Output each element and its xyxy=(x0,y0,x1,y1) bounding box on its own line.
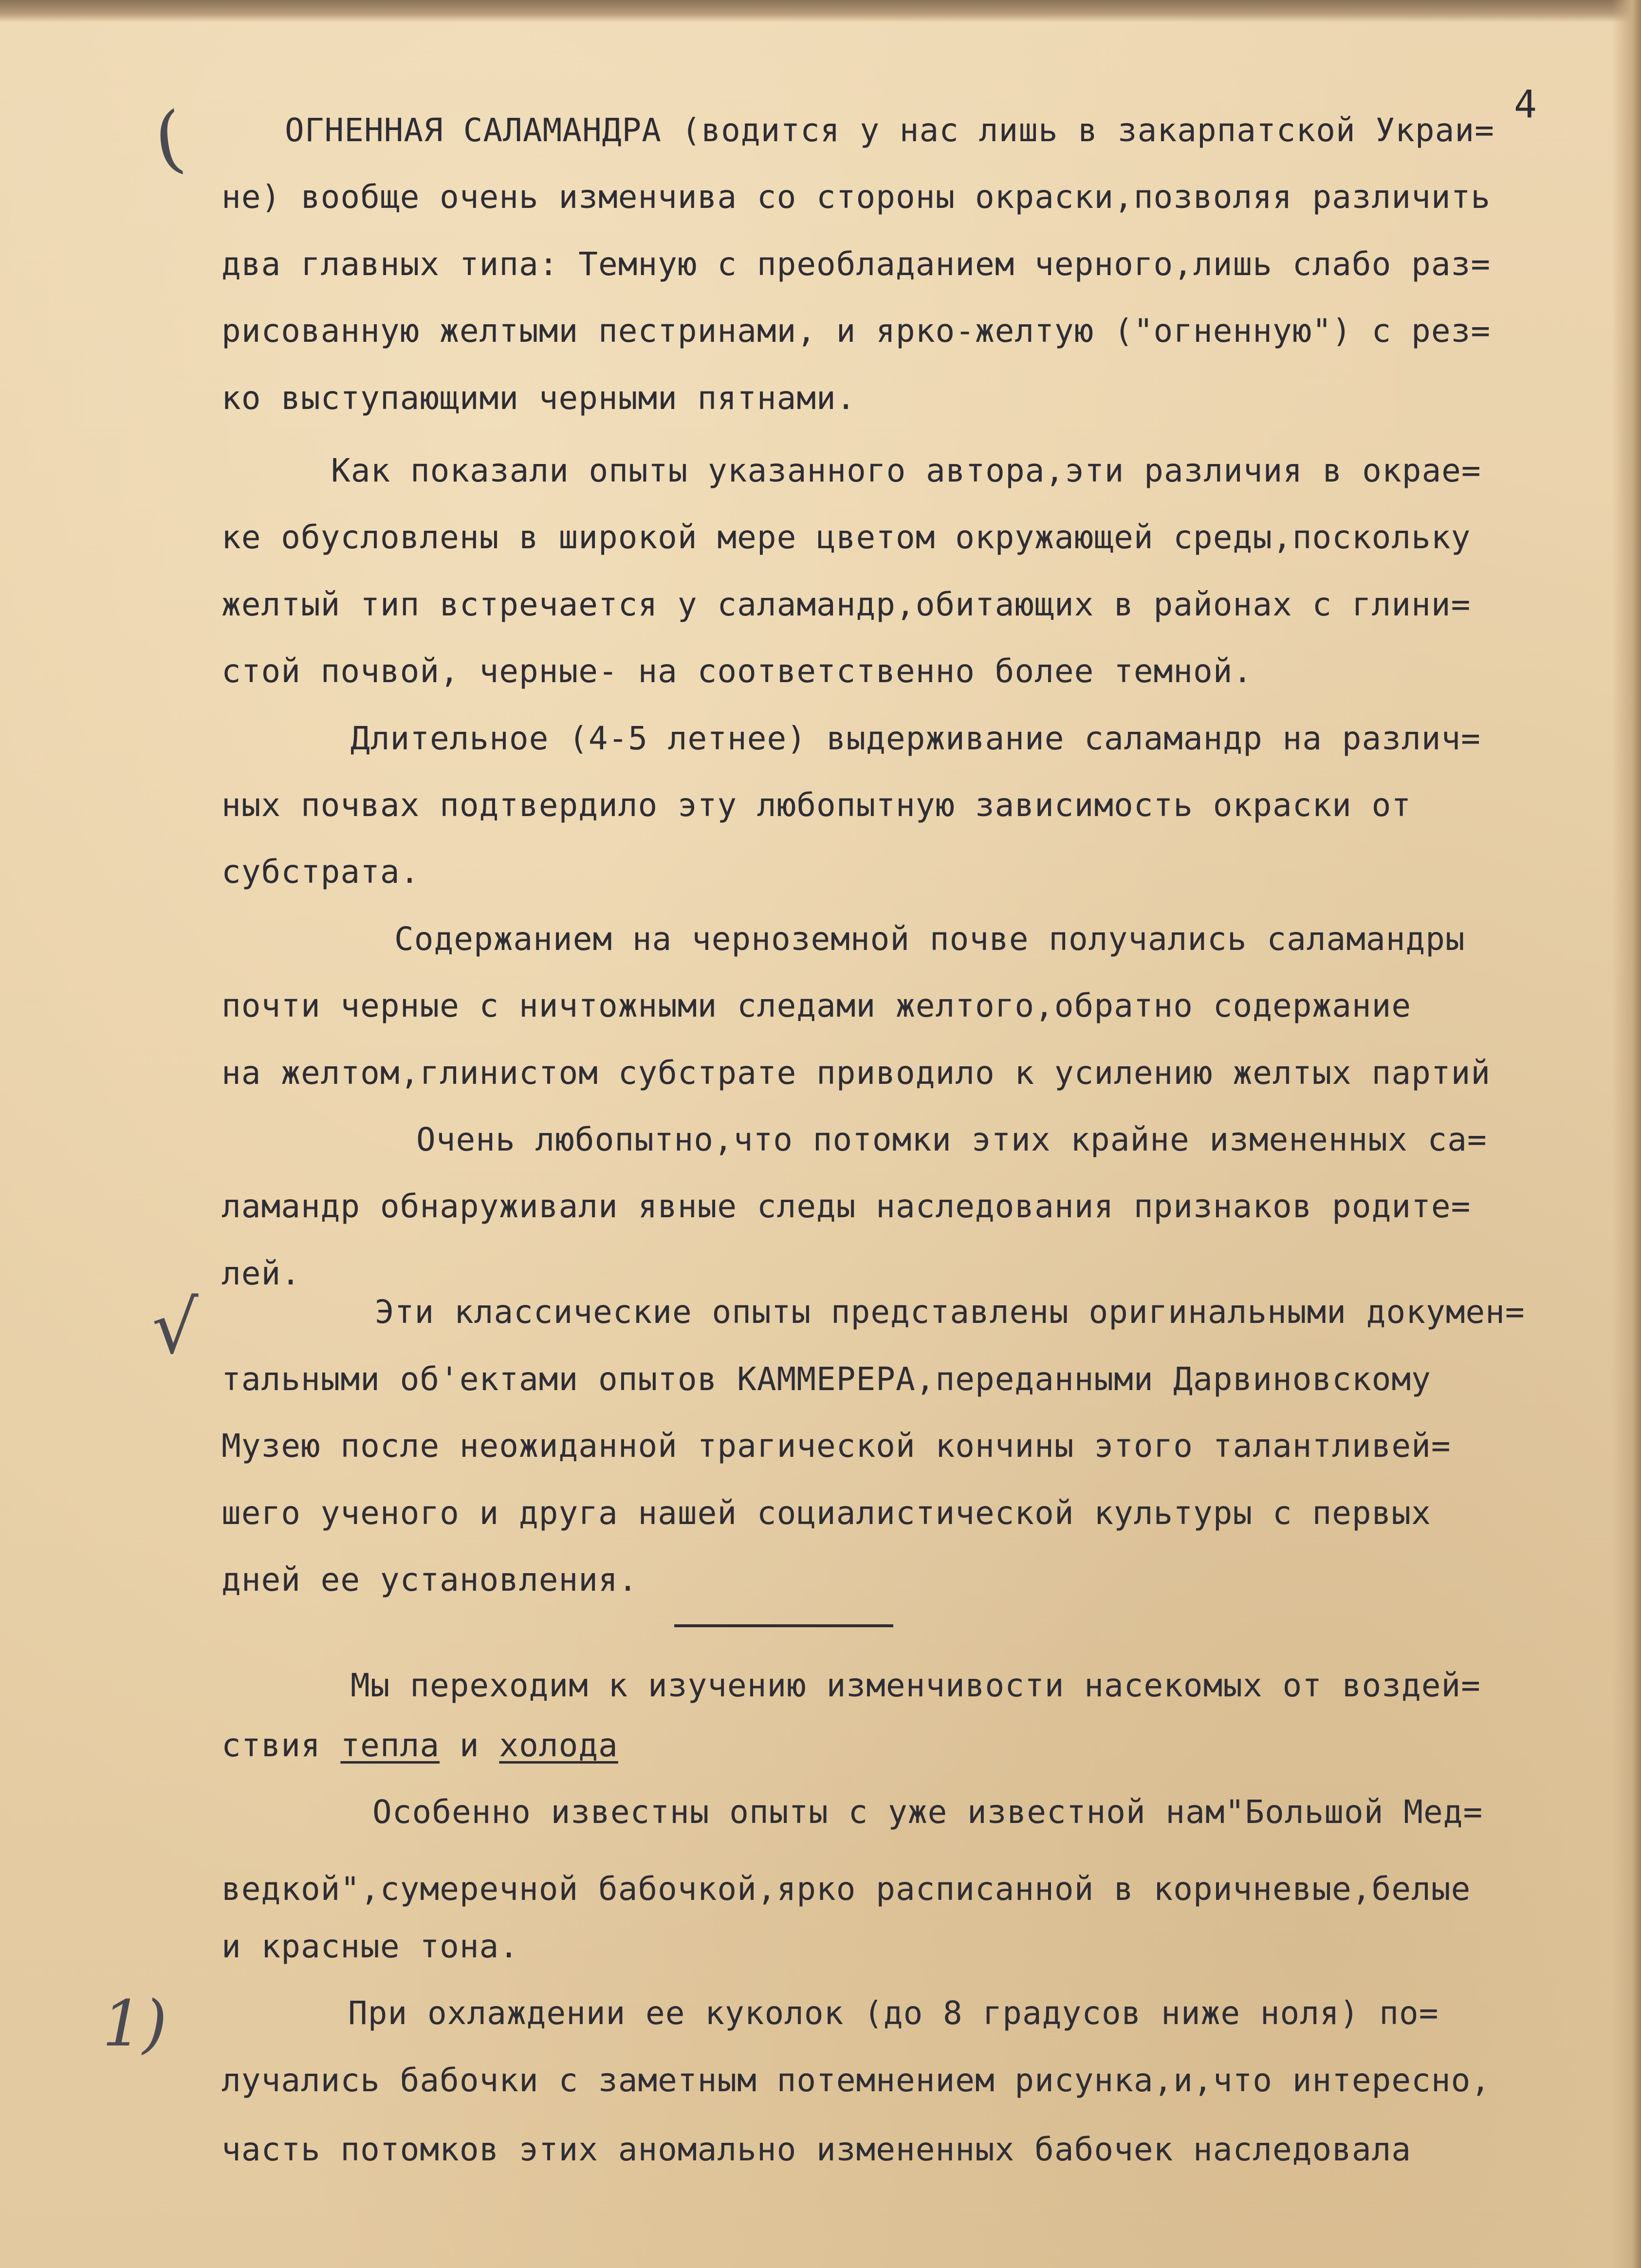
text-line: ламандр обнаруживали явные следы наследования признаков родите= xyxy=(221,1188,1471,1225)
text-line: не) вообще очень изменчива со стороны окраски,позволяя различить xyxy=(221,178,1491,216)
text-line: рисованную желтыми пестринами, и ярко-желтую ("огненную") с рез= xyxy=(221,312,1491,350)
text-line: почти черные с ничтожными следами желтого,обратно содержание xyxy=(221,987,1412,1024)
text-line: два главных типа: Темную с преобладанием черного,лишь слабо раз= xyxy=(221,245,1491,283)
text-line: тальными об'ектами опытов КАММЕРЕРА,переданными Дарвиновскому xyxy=(221,1360,1431,1398)
text-line: стой почвой, черные- на соответственно более темной. xyxy=(221,652,1253,690)
text-line: дней ее установления. xyxy=(221,1561,638,1599)
text-fragment: ствия xyxy=(221,1727,321,1764)
underlined-word-heat: тепла xyxy=(340,1727,440,1764)
text-line: Мы переходим к изучению изменчивости насекомых от воздей= xyxy=(350,1667,1481,1704)
text-line: Длительное (4-5 летнее) выдерживание саламандр на различ= xyxy=(350,720,1481,757)
text-line: Музею после неожиданной трагической кончины этого талантливей= xyxy=(221,1427,1451,1465)
section-separator xyxy=(674,1624,893,1627)
text-line: Особенно известны опыты с уже известной нам"Большой Мед= xyxy=(372,1793,1483,1831)
text-line: и красные тона. xyxy=(221,1928,519,1965)
text-line-with-underlines xyxy=(221,1726,618,1765)
margin-item-number: 1) xyxy=(102,1987,167,2061)
text-line: Как показали опыты указанного автора,эти различия в окрае= xyxy=(331,452,1481,489)
text-line: лучались бабочки с заметным потемнением рисунка,и,что интересно, xyxy=(221,2062,1491,2099)
text-line: ОГНЕННАЯ САЛАМАНДРА (водится у нас лишь в закарпатской Украи= xyxy=(285,112,1494,149)
text-line: ке обусловлены в широкой мере цветом окружающей среды,поскольку xyxy=(221,519,1471,556)
text-line: на желтом,глинистом субстрате приводило к усилению желтых партий xyxy=(221,1054,1491,1092)
text-line: шего ученого и друга нашей социалистической культуры с первых xyxy=(221,1494,1431,1532)
text-line: ных почвах подтвердило эту любопытную зависимость окраски от xyxy=(221,786,1412,824)
underlined-word-cold: холода xyxy=(499,1727,618,1764)
text-line: субстрата. xyxy=(221,853,420,891)
text-line: При охлаждении ее куколок (до 8 градусов ниже ноля) по= xyxy=(348,1994,1439,2032)
page-right-edge xyxy=(1612,0,1641,2268)
text-line: ко выступающими черными пятнами. xyxy=(221,379,856,417)
text-line: желтый тип встречается у саламандр,обитающих в районах с глини= xyxy=(221,586,1471,623)
text-line: Содержанием на черноземной почве получались саламандры xyxy=(394,920,1465,958)
text-fragment: и xyxy=(459,1727,479,1764)
text-line: Эти классические опыты представлены оригинальными докумен= xyxy=(375,1293,1525,1331)
margin-arc-mark: ( xyxy=(149,95,189,184)
text-line: Очень любопытно,что потомки этих крайне измененных са= xyxy=(416,1121,1487,1158)
margin-check-mark: √ xyxy=(152,1285,199,1370)
page-number: 4 xyxy=(1514,83,1537,127)
text-line: часть потомков этих аномально измененных бабочек наследовала xyxy=(221,2131,1412,2168)
text-line: лей. xyxy=(221,1255,301,1292)
page-top-edge xyxy=(0,0,1641,22)
text-line: ведкой",сумеречной бабочкой,ярко расписанной в коричневые,белые xyxy=(221,1870,1471,1908)
